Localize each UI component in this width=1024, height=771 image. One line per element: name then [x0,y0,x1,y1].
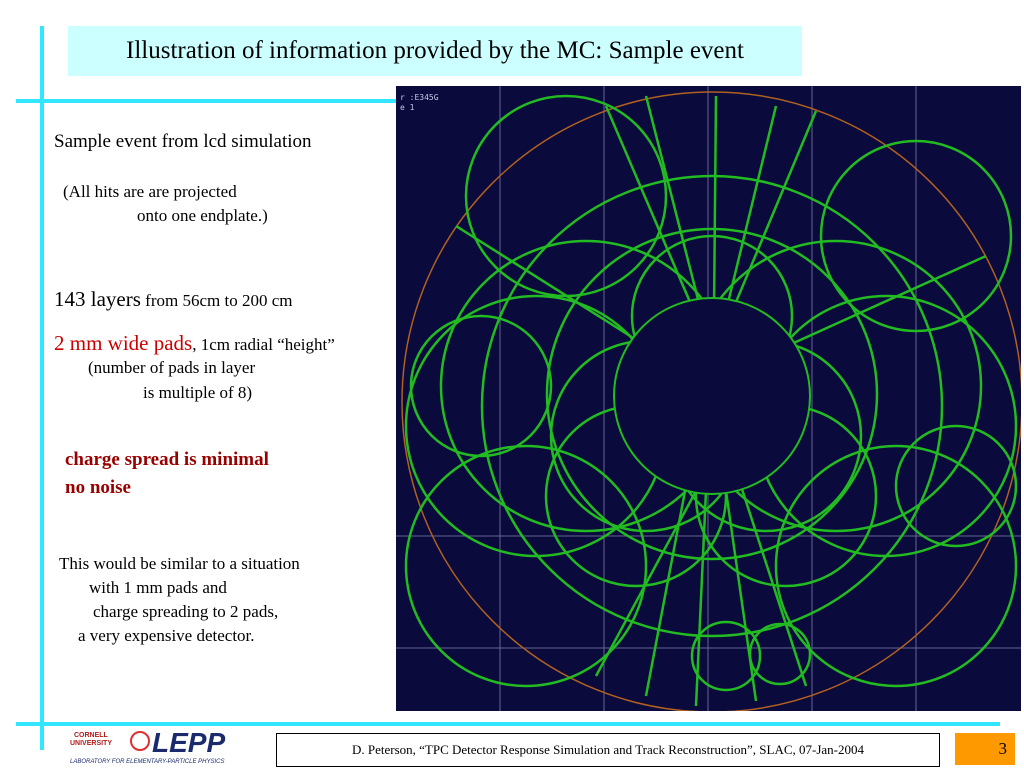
left-accent-line [40,26,44,750]
top-accent-line [16,99,396,103]
plot-label-line2: e 1 [400,103,415,112]
logo-lepp: LEPP [152,728,226,758]
event-display-svg [396,86,1021,711]
logo-university: UNIVERSITY [70,740,113,747]
slide-title [68,26,802,76]
track [606,106,696,316]
similar-line2: with 1 mm pads and [89,578,227,597]
track [466,96,666,296]
charge-spread-text: charge spread is minimal [65,449,269,470]
pads-note-line2: is multiple of 8) [143,383,253,402]
pads-height: , 1cm radial “height” [192,335,335,354]
inner-field-cage [614,298,810,494]
event-display [396,86,1021,711]
pads-note-line1: (number of pads in layer [88,358,256,377]
page-number-text: 3 [998,739,1007,758]
pads-width: 2 mm wide pads [54,331,193,355]
footer-citation-text: D. Peterson, “TPC Detector Response Simulation and Track Reconstruction”, SLAC, 07-Jan-2004 [352,742,864,757]
layers-count: 143 layers [54,287,141,311]
pads-text [54,331,335,356]
track [646,486,686,696]
similar-line3: charge spreading to 2 pads, [93,602,279,621]
lepp-logo-svg [70,728,250,766]
lepp-logo [70,728,250,766]
similar-line4: a very expensive detector. [78,626,255,645]
logo-cornell: CORNELL [74,732,108,739]
similar-line1: This would be similar to a situation [59,554,300,573]
track [411,316,551,456]
track [726,491,756,701]
intro-text: Sample event from lcd simulation [54,131,312,152]
layers-range: from 56cm to 200 cm [140,291,293,310]
projection-note-line1: (All hits are are projected [63,182,237,201]
track [726,106,776,311]
logo-lab-name: LABORATORY FOR ELEMENTARY-PARTICLE PHYSICS [70,759,225,765]
logo-emblem [131,732,149,750]
track [714,96,716,311]
slide-title-text: Illustration of information provided by the MC: Sample event [126,37,744,64]
plot-label-line1: r :E345G [400,93,439,102]
bottom-accent-line [16,722,1000,726]
track [646,96,701,311]
track [896,426,1016,546]
page-number [955,733,1015,765]
layers-text [54,287,292,312]
projection-note-line2: onto one endplate.) [137,206,268,225]
footer-citation [276,733,940,767]
no-noise-text: no noise [65,477,131,498]
track [731,111,816,314]
